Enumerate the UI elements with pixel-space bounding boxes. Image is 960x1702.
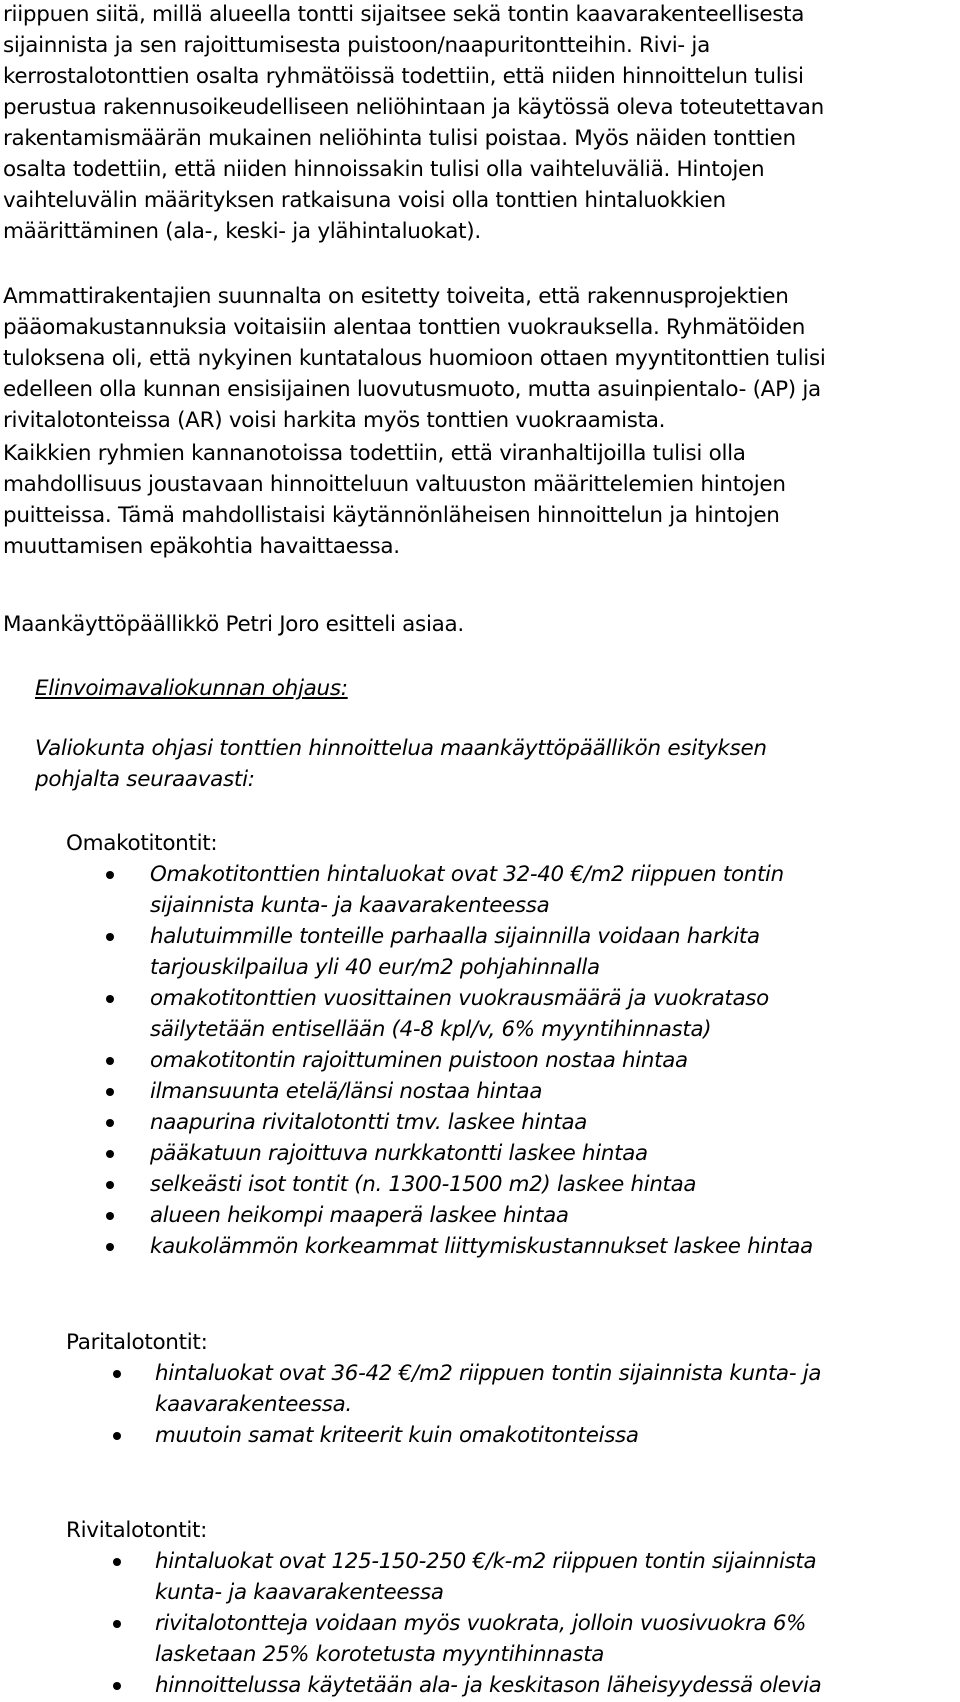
text-line: halutuimmille tonteille parhaalla sijainnilla voidaan harkita [150,924,760,949]
list-item [0,1231,960,1262]
list-item [0,1045,960,1076]
text-line: omakotitonttien vuosittainen vuokrausmäärä ja vuokrataso [150,986,769,1011]
list-omakotitontit [0,859,960,1262]
list-item [0,1608,960,1670]
text-line: rakentamismäärän mukainen neliöhinta tulisi poistaa. Myös näiden tonttien [3,126,796,151]
list-item [0,1169,960,1200]
section-heading-omakotitontit: Omakotitontit: [66,831,218,856]
text-line: määrittäminen (ala-, keski- ja ylähintaluokat). [3,219,481,244]
text-line: alueen heikompi maaperä laskee hintaa [150,1203,569,1228]
text-line: vaihteluvälin määrityksen ratkaisuna voisi olla tonttien hintaluokkien [3,188,726,213]
text-line: Kaikkien ryhmien kannanotoissa todettiin, että viranhaltijoilla tulisi olla [3,441,746,466]
text-line: rivitalotonteissa (AR) voisi harkita myös tonttien vuokraamista. [3,408,666,433]
bullet-icon [113,1558,121,1566]
text-line: Maankäyttöpäällikkö Petri Joro esitteli asiaa. [3,612,464,637]
list-item [0,1107,960,1138]
text-line: Valiokunta ohjasi tonttien hinnoittelua maankäyttöpäällikön esityksen [35,736,767,761]
text-line: pohjalta seuraavasti: [35,767,255,792]
text-line: hintaluokat ovat 125-150-250 €/k-m2 riippuen tontin sijainnista [155,1549,817,1574]
paragraph-presenter [3,609,955,640]
bullet-icon [106,1088,114,1096]
text-line: rivitalotontteja voidaan myös vuokrata, jolloin vuosivuokra 6% [155,1611,807,1636]
text-line: pääkatuun rajoittuva nurkkatontti laskee hintaa [150,1141,648,1166]
section-heading-rivitalotontit: Rivitalotontit: [66,1518,208,1543]
text-line: sijainnista kunta- ja kaavarakenteessa [150,893,550,918]
list-item [0,1546,960,1608]
text-line: tuloksena oli, että nykyinen kuntatalous huomioon ottaen myyntitonttien tulisi [3,346,826,371]
bullet-icon [106,871,114,879]
paragraph-flexible-pricing [3,438,955,562]
list-item [0,1670,960,1701]
text-line: säilytetään entisellään (4-8 kpl/v, 6% myyntihinnasta) [150,1017,712,1042]
text-line: kaukolämmön korkeammat liittymiskustannukset laskee hintaa [150,1234,813,1259]
list-item [0,1420,960,1451]
bullet-icon [113,1370,121,1378]
text-line: kerrostalotonttien osalta ryhmätöissä todettiin, että niiden hinnoittelun tulisi [3,64,804,89]
list-item [0,1358,960,1420]
text-line: muuttamisen epäkohtia havaittaessa. [3,534,400,559]
list-item [0,1200,960,1231]
bullet-icon [113,1432,121,1440]
list-item [0,859,960,921]
committee-intro [35,733,935,795]
text-line: ilmansuunta etelä/länsi nostaa hintaa [150,1079,543,1104]
text-line: puitteissa. Tämä mahdollistaisi käytännönläheisen hinnoittelun ja hintojen [3,503,780,528]
bullet-icon [106,1212,114,1220]
text-line: riippuen siitä, millä alueella tontti sijaitsee sekä tontin kaavarakenteellisesta [3,2,805,27]
bullet-icon [106,1243,114,1251]
text-line: omakotitontin rajoittuminen puistoon nostaa hintaa [150,1048,688,1073]
paragraph-leasing [3,281,955,436]
bullet-icon [106,995,114,1003]
text-line: muutoin samat kriteerit kuin omakotitonteissa [155,1423,639,1448]
text-line: lasketaan 25% korotetusta myyntihinnasta [155,1642,605,1667]
text-line: edelleen olla kunnan ensisijainen luovutusmuoto, mutta asuinpientalo- (AP) ja [3,377,821,402]
text-line: kaavarakenteessa. [155,1392,352,1417]
bullet-icon [113,1620,121,1628]
committee-heading: Elinvoimavaliokunnan ohjaus: [35,676,348,701]
list-item [0,1076,960,1107]
list-paritalotontit [0,1358,960,1451]
text-line: sijainnista ja sen rajoittumisesta puistoon/naapuritontteihin. Rivi- ja [3,33,710,58]
text-line: Ammattirakentajien suunnalta on esitetty toiveita, että rakennusprojektien [3,284,789,309]
bullet-icon [106,1057,114,1065]
paragraph-pricing-basis [3,0,955,247]
list-rivitalotontit [0,1546,960,1701]
text-line: pääomakustannuksia voitaisiin alentaa tonttien vuokrauksella. Ryhmätöiden [3,315,806,340]
text-line: tarjouskilpailua yli 40 eur/m2 pohjahinnalla [150,955,600,980]
bullet-icon [106,1150,114,1158]
text-line: osalta todettiin, että niiden hinnoissakin tulisi olla vaihteluväliä. Hintojen [3,157,765,182]
bullet-icon [106,1119,114,1127]
bullet-icon [106,1181,114,1189]
text-line: perustua rakennusoikeudelliseen neliöhintaan ja käytössä oleva toteutettavan [3,95,824,120]
text-line: mahdollisuus joustavaan hinnoitteluun valtuuston määrittelemien hintojen [3,472,786,497]
text-line: naapurina rivitalotontti tmv. laskee hintaa [150,1110,588,1135]
bullet-icon [106,933,114,941]
text-line: hintaluokat ovat 36-42 €/m2 riippuen tontin sijainnista kunta- ja [155,1361,822,1386]
text-line: kunta- ja kaavarakenteessa [155,1580,444,1605]
section-heading-paritalotontit: Paritalotontit: [66,1330,208,1355]
list-item [0,983,960,1045]
text-line: hinnoittelussa käytetään ala- ja keskitason läheisyydessä olevia [155,1673,822,1698]
text-line: selkeästi isot tontit (n. 1300-1500 m2) laskee hintaa [150,1172,697,1197]
list-item [0,921,960,983]
bullet-icon [113,1682,121,1690]
text-line: Omakotitonttien hintaluokat ovat 32-40 €/m2 riippuen tontin [150,862,784,887]
list-item [0,1138,960,1169]
